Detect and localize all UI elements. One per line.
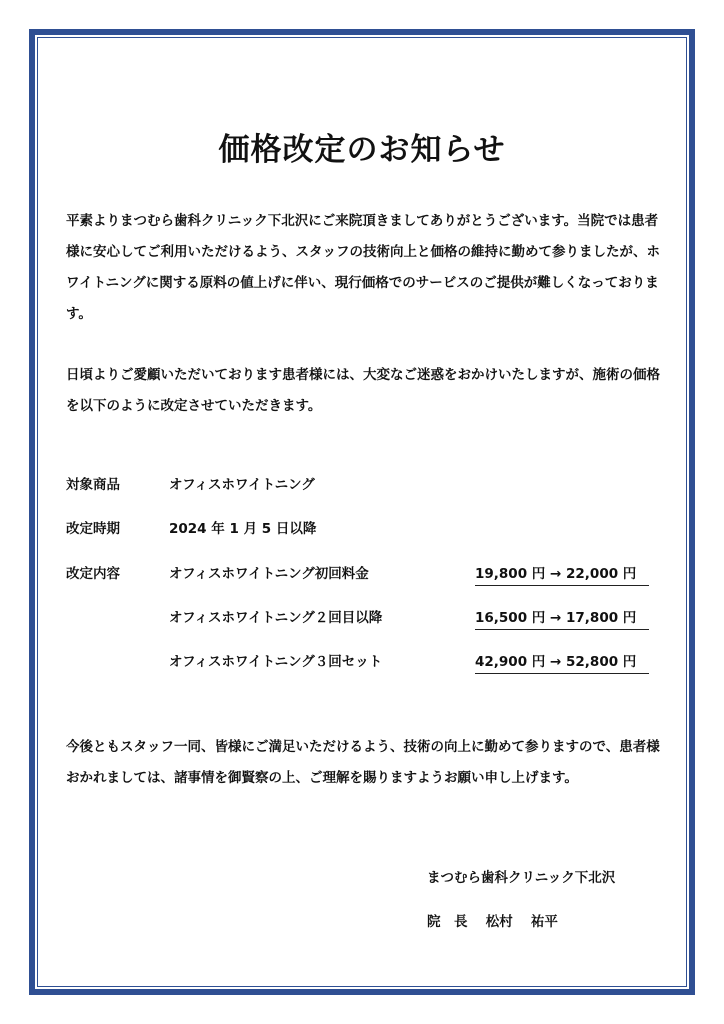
price-item-name: オフィスホワイトニング３回セット [169, 654, 383, 670]
price-item-name: オフィスホワイトニング初回料金 [169, 566, 369, 582]
price-item-change: 19,800 円 → 22,000 円 [475, 562, 649, 586]
price-item-name: オフィスホワイトニング２回目以降 [169, 610, 383, 626]
price-item-change: 42,900 円 → 52,800 円 [475, 650, 649, 674]
intro-paragraph: 平素よりまつむら歯科クリニック下北沢にご来院頂きましてありがとうございます。当院では患者様に安心してご利用いただけるよう、スタッフの技術向上と価格の維持に勤めて参りましたが、ホワイトニングに関する原料の値上げに伴い、現行価格でのサービスのご提供が難しくなっております。 [66, 213, 660, 322]
document-border-inner [37, 37, 687, 987]
director-signature: 院 長 松村 祐平 [427, 914, 558, 930]
date-value: 2024 年 1 月 5 日以降 [169, 521, 317, 537]
apology-paragraph: 日頃よりご愛顧いただいております患者様には、大変なご迷惑をおかけいたしますが、施術の価格を以下のように改定させていただきます。 [66, 367, 660, 414]
target-value: オフィスホワイトニング [169, 477, 315, 493]
notice-title: 価格改定のお知らせ [218, 132, 506, 168]
clinic-name: まつむら歯科クリニック下北沢 [427, 870, 616, 886]
date-label: 改定時期 [66, 521, 120, 537]
content-label: 改定内容 [66, 566, 120, 582]
closing-paragraph: 今後ともスタッフ一同、皆様にご満足いただけるよう、技術の向上に勤めて参りますので、患者様おかれましては、諸事情を御賢察の上、ご理解を賜りますようお願い申し上げます。 [66, 739, 660, 786]
target-label: 対象商品 [66, 477, 120, 493]
price-item-change: 16,500 円 → 17,800 円 [475, 606, 649, 630]
